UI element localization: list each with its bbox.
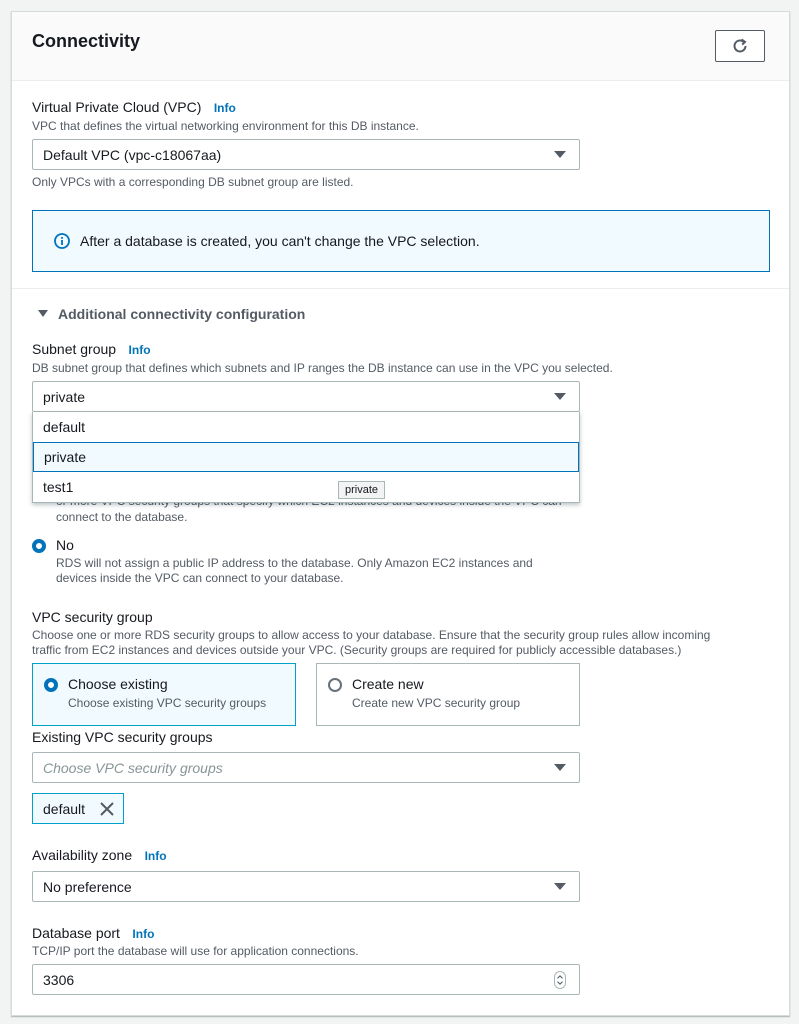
subnet-option-private[interactable]: private xyxy=(33,442,579,472)
availability-label: Availability zone xyxy=(32,847,133,863)
caret-down-icon xyxy=(554,151,566,158)
additional-config-label: Additional connectivity configuration xyxy=(58,306,306,322)
subnet-option-default[interactable]: default xyxy=(43,419,86,435)
token-label: default xyxy=(43,800,86,817)
refresh-button[interactable] xyxy=(715,30,765,62)
refresh-icon xyxy=(731,37,749,55)
public-no-radio[interactable] xyxy=(32,539,46,553)
caret-down-icon xyxy=(38,310,48,318)
alert-text: After a database is created, you can't change the VPC selection. xyxy=(80,233,480,249)
connectivity-panel xyxy=(11,11,790,1016)
security-group-token xyxy=(32,793,124,824)
stepper-icon[interactable] xyxy=(554,971,566,989)
availability-info-link[interactable]: Info xyxy=(144,849,167,863)
subnet-select[interactable] xyxy=(32,381,580,412)
choose-existing-tile[interactable] xyxy=(32,663,296,726)
create-new-radio[interactable] xyxy=(328,678,342,692)
availability-select-value: No preference xyxy=(43,878,132,895)
public-no-label: No xyxy=(56,537,74,553)
create-new-desc: Create new VPC security group xyxy=(352,696,521,710)
security-group-label: VPC security group xyxy=(32,609,153,625)
vpc-label-row xyxy=(32,99,236,117)
panel-header xyxy=(12,12,789,81)
option-tooltip: private xyxy=(338,481,385,499)
port-label: Database port xyxy=(32,925,120,941)
availability-select[interactable] xyxy=(32,871,580,902)
vpc-hint: Only VPCs with a corresponding DB subnet group are listed. xyxy=(32,175,354,189)
vpc-select-value: Default VPC (vpc-c18067aa) xyxy=(43,146,222,163)
subnet-label-row xyxy=(32,341,151,359)
security-group-desc-line2: traffic from EC2 instances and devices outside your VPC. (Security groups are required for publicly accessible databases.) xyxy=(32,643,682,657)
public-no-desc-line2: devices inside the VPC can connect to your database. xyxy=(56,571,344,585)
create-new-tile[interactable] xyxy=(316,663,580,726)
vpc-label: Virtual Private Cloud (VPC) xyxy=(32,99,202,115)
vpc-select[interactable] xyxy=(32,139,580,170)
info-circle-icon xyxy=(54,233,70,249)
existing-groups-label: Existing VPC security groups xyxy=(32,729,213,745)
subnet-select-value: private xyxy=(43,388,86,405)
security-group-desc-line1: Choose one or more RDS security groups to allow access to your database. Ensure that the security group rules allow incoming xyxy=(32,628,711,642)
subnet-description: DB subnet group that defines which subnets and IP ranges the DB instance can use in the VPC you selected. xyxy=(32,361,613,375)
close-icon[interactable] xyxy=(99,801,115,817)
security-groups-placeholder: Choose VPC security groups xyxy=(43,759,223,776)
additional-config-toggle[interactable] xyxy=(38,306,305,322)
panel-title: Connectivity xyxy=(32,31,141,51)
choose-existing-radio[interactable] xyxy=(44,678,58,692)
create-new-title: Create new xyxy=(352,676,424,692)
public-yes-desc-line2: connect to the database. xyxy=(56,510,188,524)
vpc-description: VPC that defines the virtual networking environment for this DB instance. xyxy=(32,119,419,133)
divider xyxy=(12,288,789,289)
subnet-label: Subnet group xyxy=(32,341,117,357)
availability-label-row xyxy=(32,847,167,865)
port-label-row xyxy=(32,925,154,943)
port-description: TCP/IP port the database will use for application connections. xyxy=(32,944,359,958)
public-no-desc-line1: RDS will not assign a public IP address to the database. Only Amazon EC2 instances and xyxy=(56,556,533,570)
subnet-info-link[interactable]: Info xyxy=(128,343,151,357)
port-value: 3306 xyxy=(43,971,75,988)
port-info-link[interactable]: Info xyxy=(132,927,155,941)
choose-existing-title: Choose existing xyxy=(68,676,168,692)
caret-down-icon xyxy=(554,883,566,890)
subnet-dropdown xyxy=(32,412,580,503)
caret-down-icon xyxy=(554,393,566,400)
vpc-info-link[interactable]: Info xyxy=(213,101,236,115)
security-groups-select[interactable] xyxy=(32,752,580,783)
caret-down-icon xyxy=(554,764,566,771)
port-input[interactable] xyxy=(32,964,580,995)
vpc-info-alert xyxy=(32,210,770,272)
choose-existing-desc: Choose existing VPC security groups xyxy=(68,696,267,710)
subnet-option-test1[interactable]: test1 xyxy=(43,479,74,495)
